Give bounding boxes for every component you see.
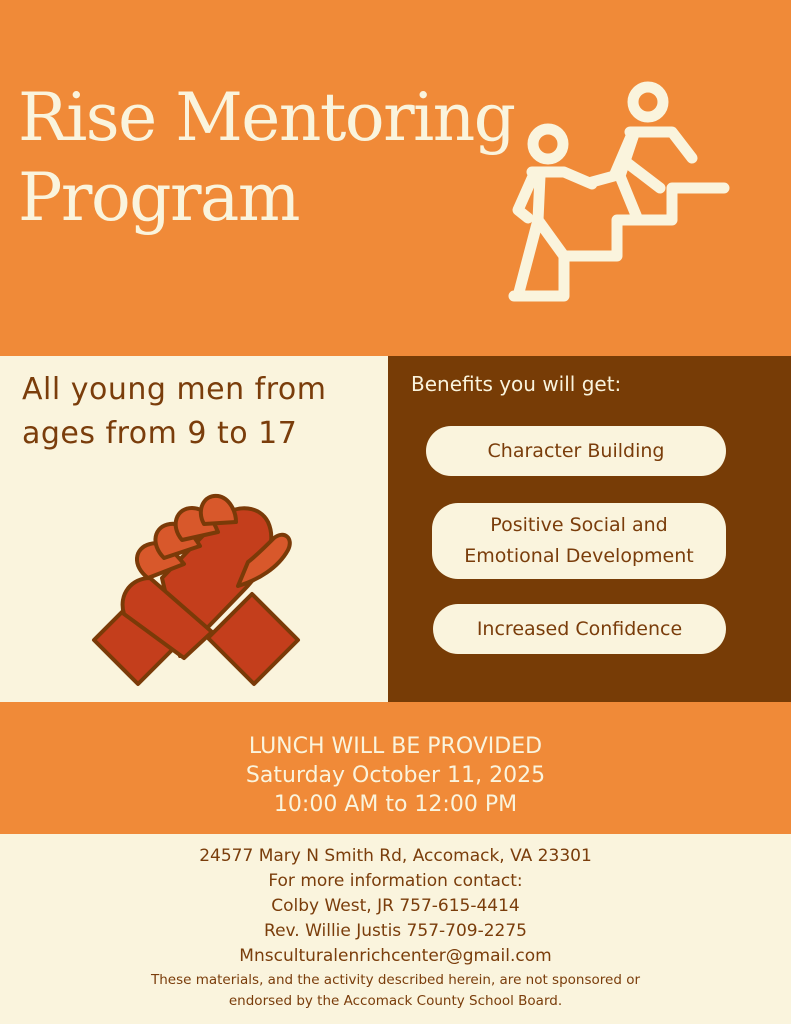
audience-line-2: ages from 9 to 17 (22, 416, 298, 451)
disclaimer-line-1: These materials, and the activity described herein, are not sponsored or (150, 972, 641, 988)
disclaimer (0, 970, 791, 1012)
title-line-2: Program (18, 159, 299, 236)
benefit-character-building (426, 426, 726, 476)
benefit-label: Character Building (487, 439, 665, 462)
header-section (0, 0, 791, 356)
event-time: 10:00 AM to 12:00 PM (273, 792, 518, 817)
contact-willie-justis: Rev. Willie Justis 757-709-2275 (264, 921, 527, 941)
benefit-label-line-2: Emotional Development (464, 545, 694, 567)
event-section (0, 702, 791, 834)
clasped-hands-icon (88, 482, 304, 698)
benefit-social-emotional-development (432, 503, 726, 579)
disclaimer-line-2: endorsed by the Accomack County School Board. (228, 993, 563, 1009)
benefit-increased-confidence (433, 604, 726, 654)
benefit-label: Increased Confidence (476, 617, 683, 640)
title-line-1: Rise Mentoring (18, 79, 515, 156)
address: 24577 Mary N Smith Rd, Accomack, VA 23301 (199, 846, 592, 866)
audience-line-1: All young men from (22, 372, 327, 407)
event-date: Saturday October 11, 2025 (245, 763, 546, 788)
audience-section (0, 356, 388, 702)
contact-email: Mnsculturalenrichcenter@gmail.com (239, 946, 552, 966)
lunch-notice: LUNCH WILL BE PROVIDED (248, 734, 543, 759)
benefit-label-line-1: Positive Social and (490, 514, 668, 536)
contact-section (0, 834, 791, 1024)
benefits-heading: Benefits you will get: (411, 372, 622, 396)
program-title (18, 78, 515, 238)
contact-heading: For more information contact: (268, 871, 523, 891)
contact-colby-west: Colby West, JR 757-615-4414 (271, 896, 520, 916)
benefit-label (464, 510, 693, 572)
benefits-section (388, 356, 791, 702)
people-climbing-stairs-icon (492, 80, 732, 304)
audience-text (22, 368, 327, 456)
